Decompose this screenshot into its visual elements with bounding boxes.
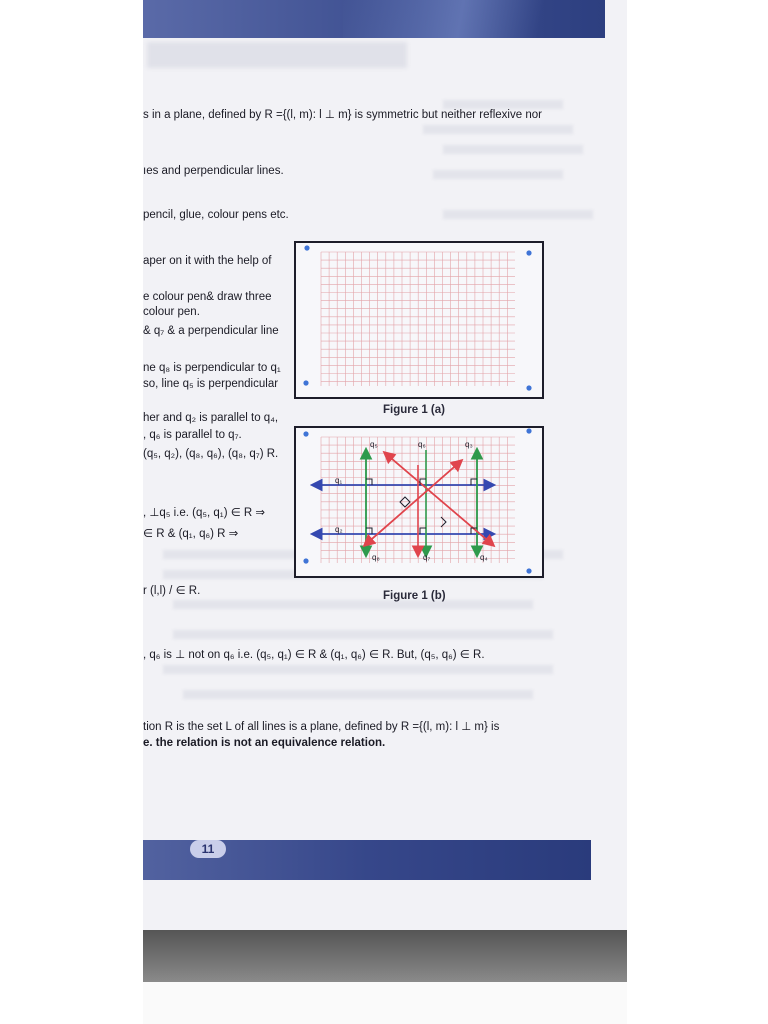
textbook-page xyxy=(143,0,627,1024)
bleed-through-heading xyxy=(147,42,407,68)
label-q2: q₂ xyxy=(335,525,343,534)
text-line-8: ne q₈ is perpendicular to q₁ xyxy=(143,362,281,374)
page-number-badge: 11 xyxy=(190,840,226,858)
text-line-6: colour pen. xyxy=(143,306,200,318)
text-line-9: so, line q₅ is perpendicular xyxy=(143,378,279,390)
text-line-7: & q₇ & a perpendicular line xyxy=(143,325,279,337)
corner-dot xyxy=(526,250,531,255)
figure-1a-caption: Figure 1 (a) xyxy=(383,404,445,416)
label-q5: q₅ xyxy=(370,440,378,449)
text-line-12: (q₅, q₂), (q₈, q₆), (q₈, q₇) R. xyxy=(143,448,279,460)
text-line-13: , ⊥q₅ i.e. (q₅, q₁) ∈ R ⇒ xyxy=(143,507,266,519)
scan-bottom-area xyxy=(143,982,627,1024)
text-line-14: ∈ R & (q₁, q₆) R ⇒ xyxy=(143,528,239,540)
text-line-4: aper on it with the help of xyxy=(143,255,272,267)
text-line-3: pencil, glue, colour pens etc. xyxy=(143,209,289,221)
text-line-17: tion R is the set L of all lines is a plane, defined by R ={(l, m): l ⊥ m} is xyxy=(143,721,500,733)
corner-dot xyxy=(526,428,531,433)
scan-shadow xyxy=(143,930,627,982)
text-line-5: e colour pen& draw three xyxy=(143,291,272,303)
figure-1b-caption: Figure 1 (b) xyxy=(383,590,446,602)
text-line-2: ıes and perpendicular lines. xyxy=(143,165,284,177)
label-q8: q₈ xyxy=(372,553,380,562)
label-q6: q₆ xyxy=(418,440,426,449)
figure-1a-grid xyxy=(293,240,545,400)
text-line-10: her and q₂ is parallel to q₄, xyxy=(143,412,279,424)
corner-dot xyxy=(303,431,308,436)
label-q4: q₄ xyxy=(480,553,488,562)
figure-1b-diagram xyxy=(293,425,545,581)
corner-dot xyxy=(526,568,531,573)
corner-dot xyxy=(304,245,309,250)
corner-dot xyxy=(303,380,308,385)
text-line-16: , q₆ is ⊥ not on q₆ i.e. (q₅, q₁) ∈ R & (q₁, q₆) ∈ R. But, (q₅, q₆) ∈ R. xyxy=(143,649,485,661)
text-line-18: e. the relation is not an equivalence relation. xyxy=(143,737,386,749)
corner-dot xyxy=(303,558,308,563)
text-line-11: , q₆ is parallel to q₇. xyxy=(143,429,242,441)
corner-dot xyxy=(526,385,531,390)
text-line-1: s in a plane, defined by R ={(l, m): l ⊥ m} is symmetric but neither reflexive nor xyxy=(143,109,542,121)
label-q7: q₇ xyxy=(423,553,431,562)
label-q3: q₃ xyxy=(465,440,473,449)
top-header-band xyxy=(143,0,605,38)
text-line-15: r (l,l) / ∈ R. xyxy=(143,585,201,597)
label-q1: q₁ xyxy=(335,476,343,485)
